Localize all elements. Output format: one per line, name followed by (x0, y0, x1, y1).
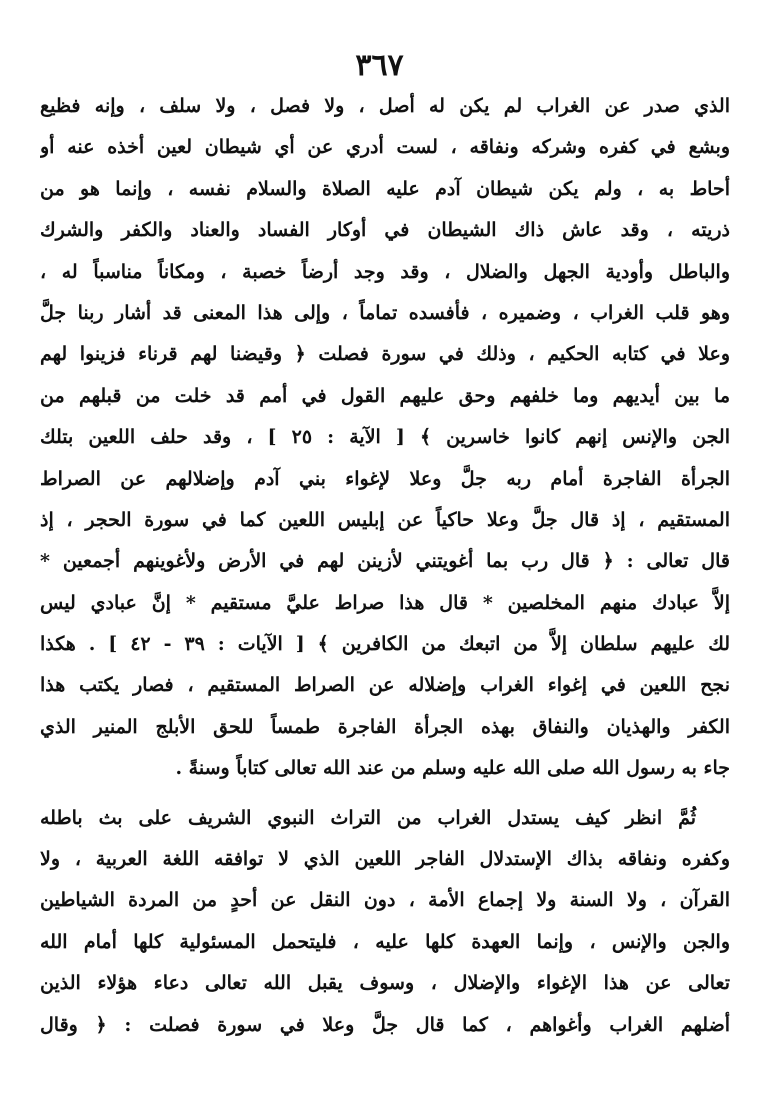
text-line: أضلهم الغراب وأغواهم ، كما قال جلَّ وعلا في سورة فصلت : ﴿ وقال (40, 1013, 730, 1036)
page-number: ٣٦٧ (355, 48, 404, 83)
text-line: جاء به رسول الله صلى الله عليه وسلم من عند الله تعالى كتاباً وسنةً . (175, 757, 730, 780)
text-line: تعالى عن هذا الإغواء والإضلال ، وسوف يقبل الله تعالى دعاء هؤلاء الذين (40, 972, 730, 995)
text-line: المستقيم ، إذ قال جلَّ وعلا حاكياً عن إبليس اللعين كما في سورة الحجر ، إذ (40, 508, 730, 531)
text-line: ثُمَّ انظر كيف يستدل الغراب من التراث النبوي الشريف على بث باطله (40, 806, 696, 829)
text-line: نجح اللعين في إغواء الغراب وإضلاله عن الصراط المستقيم ، فصار يكتب هذا (40, 674, 730, 697)
paragraph-1 (40, 86, 730, 790)
text-line: إلاَّ عبادك منهم المخلصين * قال هذا صراط عليَّ مستقيم * إنَّ عبادي ليس (40, 591, 730, 614)
text-line: ذريته ، وقد عاش ذاك الشيطان في أوكار الفساد والعناد والكفر والشرك (40, 219, 730, 242)
text-line: وهو قلب الغراب ، وضميره ، فأفسده تماماً ، وإلى هذا المعنى قد أشار ربنا جلَّ (40, 301, 730, 324)
text-line: الجن والإنس إنهم كانوا خاسرين ﴾ [ الآية : ٢٥ ] ، وقد حلف اللعين بتلك (40, 426, 730, 449)
text-line: والباطل وأودية الجهل والضلال ، وقد وجد أرضاً خصبة ، ومكاناً مناسباً له ، (40, 260, 730, 283)
text-line: القرآن ، ولا السنة ولا إجماع الأمة ، دون النقل عن أحدٍ من المردة الشياطين (40, 889, 730, 912)
text-line: ما بين أيديهم وما خلفهم وحق عليهم القول في أمم قد خلت من قبلهم من (40, 384, 730, 407)
text-line: لك عليهم سلطان إلاَّ من اتبعك من الكافرين ﴾ [ الآيات : ٣٩ - ٤٢ ] . هكذا (40, 633, 730, 656)
text-line: الجرأة الفاجرة أمام ربه جلَّ وعلا لإغواء بني آدم وإضلالهم عن الصراط (40, 467, 730, 490)
text-line: الكفر والهذيان والنفاق بهذه الجرأة الفاجرة طمساً للحق الأبلج المنير الذي (40, 715, 730, 738)
text-line: والجن والإنس ، وإنما العهدة كلها عليه ، فليتحمل المسئولية كلها أمام الله (40, 930, 730, 953)
paragraph-gap (40, 790, 730, 798)
text-line: وكفره ونفاقه بذاك الإستدلال الفاجر اللعين الذي لا توافقه اللغة العربية ، ولا (40, 848, 730, 871)
paragraph-2 (40, 798, 730, 1046)
text-line: أحاط به ، ولم يكن شيطان آدم عليه الصلاة والسلام نفسه ، وإنما هو من (40, 177, 730, 200)
text-line: وعلا في كتابه الحكيم ، وذلك في سورة فصلت ﴿ وقيضنا لهم قرناء فزينوا لهم (40, 343, 730, 366)
page-body (40, 86, 730, 1046)
text-line: قال تعالى : ﴿ قال رب بما أغويتني لأزينن لهم في الأرض ولأغوينهم أجمعين * (40, 550, 730, 573)
text-line: وبشع في كفره وشركه ونفاقه ، لست أدري عن أي شيطان لعين أخذه عنه أو (40, 136, 730, 159)
text-line: الذي صدر عن الغراب لم يكن له أصل ، ولا فصل ، ولا سلف ، وإنه فظيع (40, 95, 730, 117)
